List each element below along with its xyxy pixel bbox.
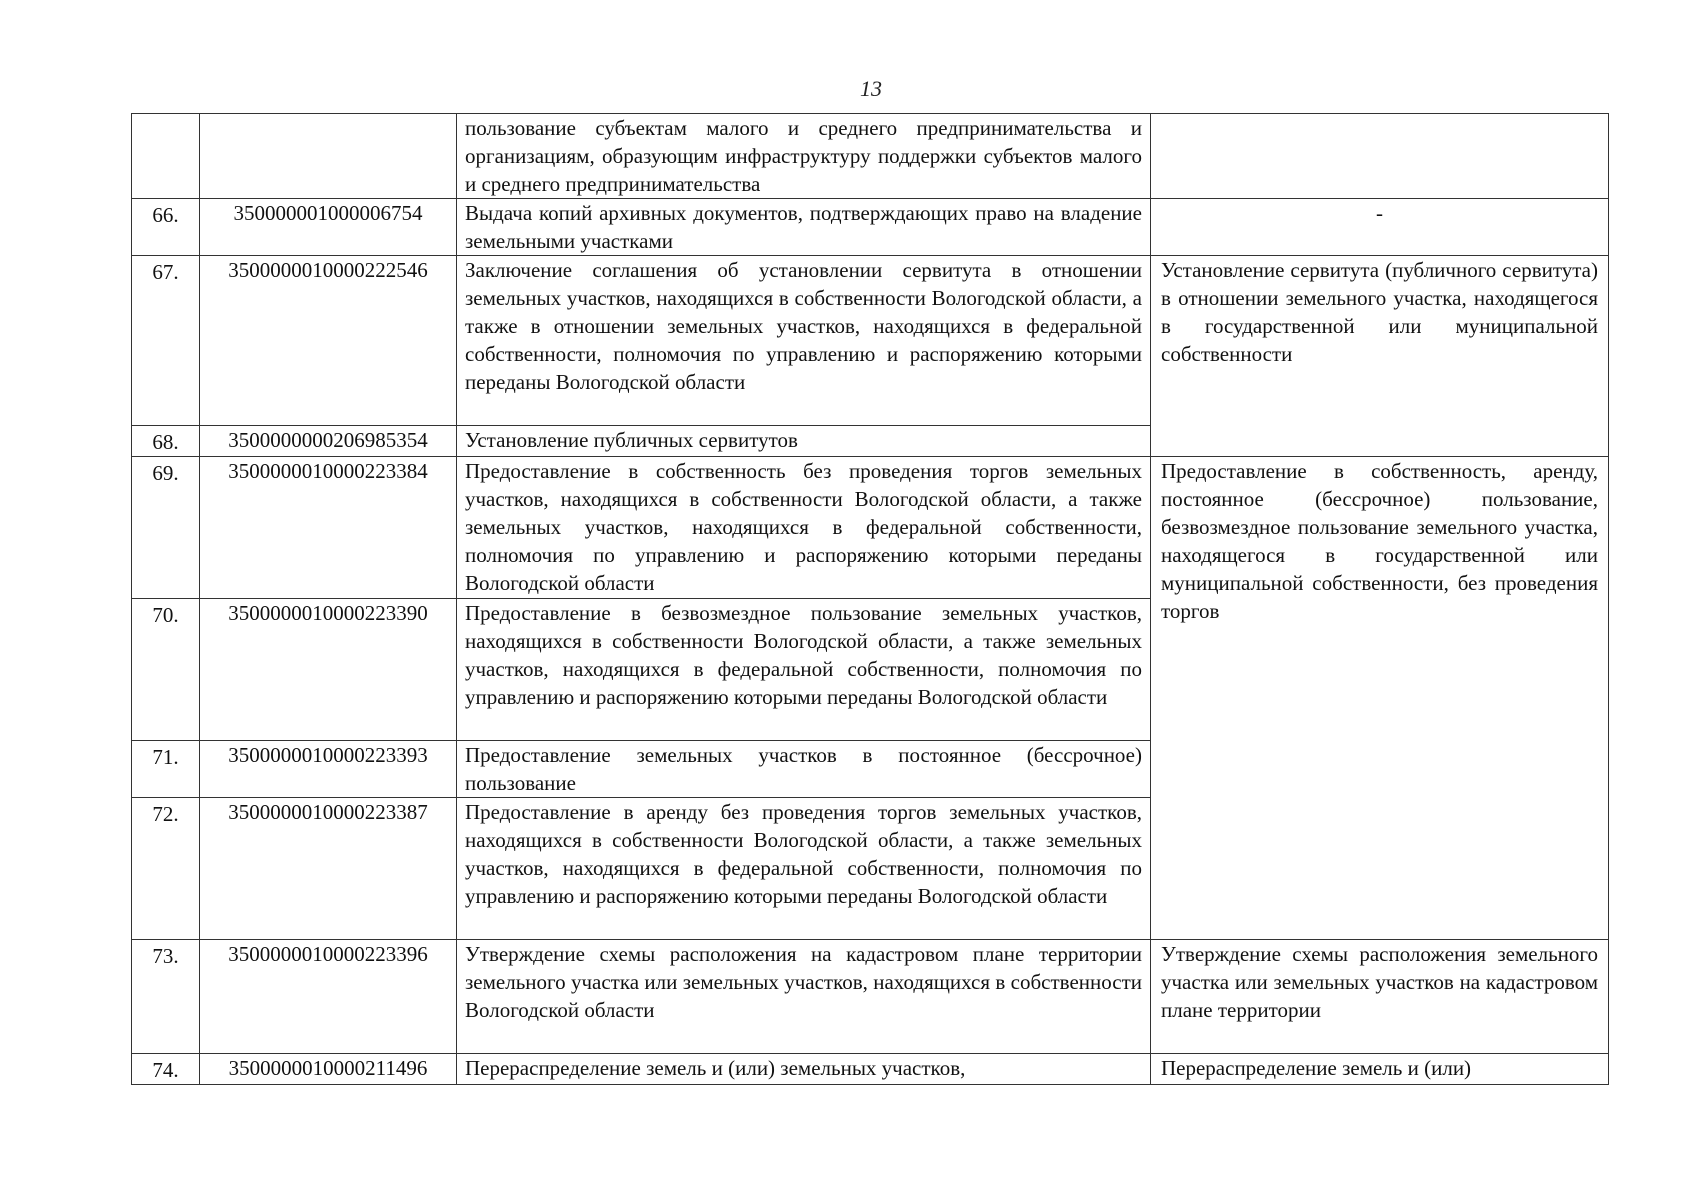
service-description: Предоставление земельных участков в постоянное (бессрочное) пользование	[457, 741, 1151, 798]
service-group: Установление сервитута (публичного сервитута) в отношении земельного участка, находящегося в государственной или муниципальной собственности	[1151, 256, 1609, 457]
service-code: 3500000010000223384	[200, 457, 457, 599]
services-table	[131, 113, 1609, 1085]
service-description: Выдача копий архивных документов, подтверждающих право на владение земельными участками	[457, 199, 1151, 256]
row-number: 69.	[132, 457, 200, 599]
row-number: 68.	[132, 426, 200, 457]
service-description: Предоставление в аренду без проведения торгов земельных участков, находящихся в собственности Вологодской области, а также земельных участков, находящихся в федеральной собственности, полномочия по управлению и распоряжению которыми переданы Вологодской области	[457, 798, 1151, 940]
service-description: Перераспределение земель и (или) земельных участков,	[457, 1054, 1151, 1085]
row-number: 72.	[132, 798, 200, 940]
service-group: Предоставление в собственность, аренду, постоянное (бессрочное) пользование, безвозмездное пользование земельного участка, находящегося в государственной или муниципальной собственности, без проведения торгов	[1151, 457, 1609, 940]
service-description: Предоставление в собственность без проведения торгов земельных участков, находящихся в собственности Вологодской области, а также земельных участков, находящихся в федеральной собственности, полномочия по управлению и распоряжению которыми переданы Вологодской области	[457, 457, 1151, 599]
service-group	[1151, 114, 1609, 199]
row-number: 74.	[132, 1054, 200, 1085]
row-number	[132, 114, 200, 199]
table-row	[132, 457, 1609, 599]
row-number: 73.	[132, 940, 200, 1054]
service-description: пользование субъектам малого и среднего предпринимательства и организациям, образующим инфраструктуру поддержки субъектов малого и среднего предпринимательства	[457, 114, 1151, 199]
service-description: Предоставление в безвозмездное пользование земельных участков, находящихся в собственности Вологодской области, а также земельных участков, находящихся в федеральной собственности, полномочия по управлению и распоряжению которыми переданы Вологодской области	[457, 599, 1151, 741]
service-code: 3500000010000223390	[200, 599, 457, 741]
service-code	[200, 114, 457, 199]
service-description: Утверждение схемы расположения на кадастровом плане территории земельного участка или земельных участков, находящихся в собственности Вологодской области	[457, 940, 1151, 1054]
service-description: Заключение соглашения об установлении сервитута в отношении земельных участков, находящихся в собственности Вологодской области, а также в отношении земельных участков, находящихся в федеральной собственности, полномочия по управлению и распоряжению которыми переданы Вологодской области	[457, 256, 1151, 426]
row-number: 66.	[132, 199, 200, 256]
table-row	[132, 940, 1609, 1054]
service-code: 350000001000006754	[200, 199, 457, 256]
service-code: 3500000010000222546	[200, 256, 457, 426]
table-row	[132, 114, 1609, 199]
service-code: 3500000010000223396	[200, 940, 457, 1054]
row-number: 70.	[132, 599, 200, 741]
service-code: 3500000010000223387	[200, 798, 457, 940]
service-code: 3500000010000223393	[200, 741, 457, 798]
page-number: 13	[860, 76, 882, 101]
service-code: 3500000000206985354	[200, 426, 457, 457]
service-group: -	[1151, 199, 1609, 256]
service-group: Перераспределение земель и (или)	[1151, 1054, 1609, 1085]
table-row	[132, 199, 1609, 256]
service-group: Утверждение схемы расположения земельного участка или земельных участков на кадастровом плане территории	[1151, 940, 1609, 1054]
row-number: 71.	[132, 741, 200, 798]
table-row	[132, 1054, 1609, 1085]
service-description: Установление публичных сервитутов	[457, 426, 1151, 457]
table-row	[132, 256, 1609, 426]
service-code: 3500000010000211496	[200, 1054, 457, 1085]
row-number: 67.	[132, 256, 200, 426]
